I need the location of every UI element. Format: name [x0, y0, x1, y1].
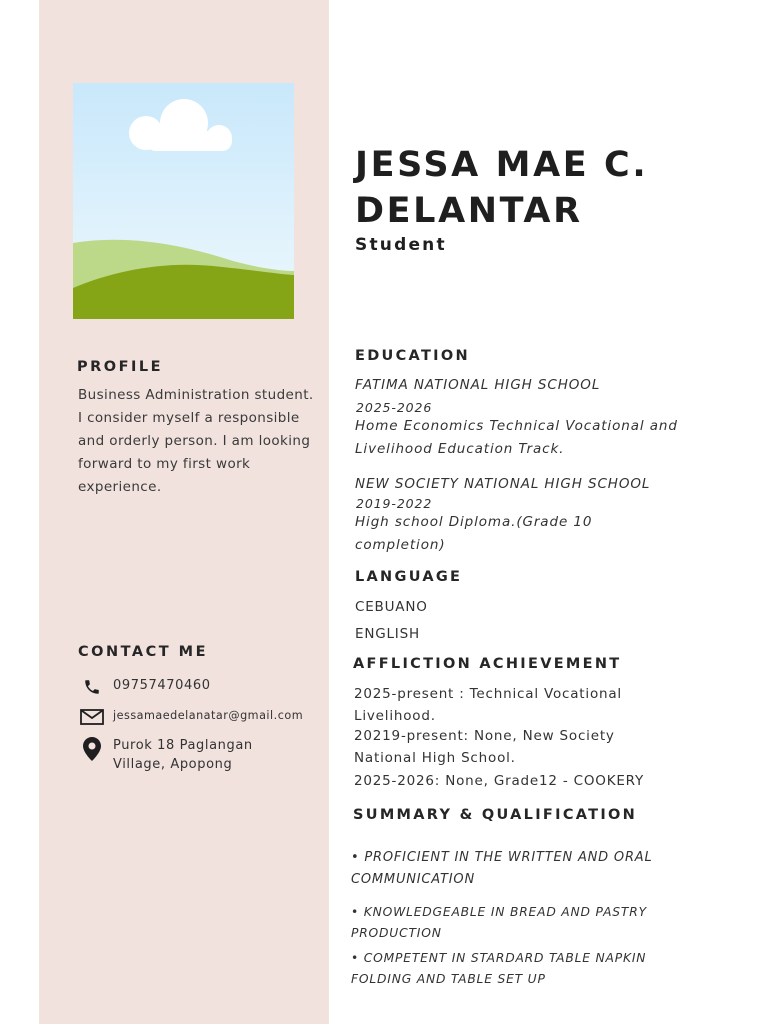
edu-detail-2b: completion): [355, 537, 446, 553]
address-line-1: Purok 18 Paglangan: [113, 738, 253, 753]
qualification-item-3-line-1: • COMPETENT IN STARDARD TABLE NAPKIN: [351, 951, 647, 965]
qualification-item: [351, 902, 691, 944]
education-heading: EDUCATION: [355, 348, 470, 364]
edu-years-2: 2019-2022: [356, 496, 433, 511]
qualification-item-1-line-2: COMMUNICATION: [351, 872, 475, 887]
contact-address: [113, 736, 253, 774]
language-heading: LANGUAGE: [355, 569, 463, 585]
edu-detail-1a: Home Economics Technical Vocational and: [355, 418, 678, 434]
edu-years-1: 2025-2026: [356, 400, 433, 415]
edu-detail-2a: High school Diploma.(Grade 10: [355, 514, 593, 530]
achievement-line-3: 20219-present: None, New Society: [354, 728, 615, 744]
qualification-item-3-line-2: FOLDING AND TABLE SET UP: [351, 972, 546, 986]
contact-phone: 09757470460: [113, 678, 211, 693]
candidate-name: [355, 142, 755, 234]
location-pin-icon: [80, 736, 104, 762]
profile-heading: PROFILE: [77, 359, 164, 375]
achievement-line-5: 2025-2026: None, Grade12 - COOKERY: [354, 773, 645, 789]
contact-email[interactable]: jessamaedelanatar@gmail.com: [113, 709, 304, 722]
profile-text: Business Administration student. I consider myself a responsible and orderly person. I am looking forward to my first work experience.: [78, 387, 314, 495]
edu-school-2: NEW SOCIETY NATIONAL HIGH SCHOOL: [355, 476, 651, 492]
contact-email-row: [80, 706, 303, 728]
qualification-item: [351, 948, 691, 990]
qualification-item-2-line-2: PRODUCTION: [351, 926, 442, 940]
profile-photo-placeholder: [73, 83, 294, 319]
achievement-line-4: National High School.: [354, 750, 516, 766]
address-line-2: Village, Apopong: [113, 757, 233, 772]
mail-icon: [80, 706, 104, 728]
contact-phone-row: [80, 676, 211, 698]
achievement-line-2: Livelihood.: [354, 708, 436, 724]
language-item-2: ENGLISH: [355, 626, 420, 642]
phone-icon: [80, 676, 104, 698]
qualification-item: [351, 847, 691, 891]
contact-address-row: [80, 736, 253, 774]
qualification-item-1-line-1: • PROFICIENT IN THE WRITTEN AND ORAL: [351, 850, 653, 865]
contact-heading: CONTACT ME: [78, 644, 209, 660]
qualification-item-2-line-1: • KNOWLEDGEABLE IN BREAD AND PASTRY: [351, 905, 647, 919]
language-item-1: CEBUANO: [355, 599, 428, 615]
achievement-line-1: 2025-present : Technical Vocational: [354, 686, 622, 702]
role-title: Student: [355, 235, 447, 255]
name-line-2: DELANTAR: [355, 191, 583, 231]
achievement-heading: AFFLICTION ACHIEVEMENT: [353, 656, 622, 672]
edu-detail-1b: Livelihood Education Track.: [355, 441, 565, 457]
edu-school-1: FATIMA NATIONAL HIGH SCHOOL: [355, 377, 601, 393]
name-line-1: JESSA MAE C.: [355, 145, 649, 185]
summary-heading: SUMMARY & QUALIFICATION: [353, 807, 638, 823]
